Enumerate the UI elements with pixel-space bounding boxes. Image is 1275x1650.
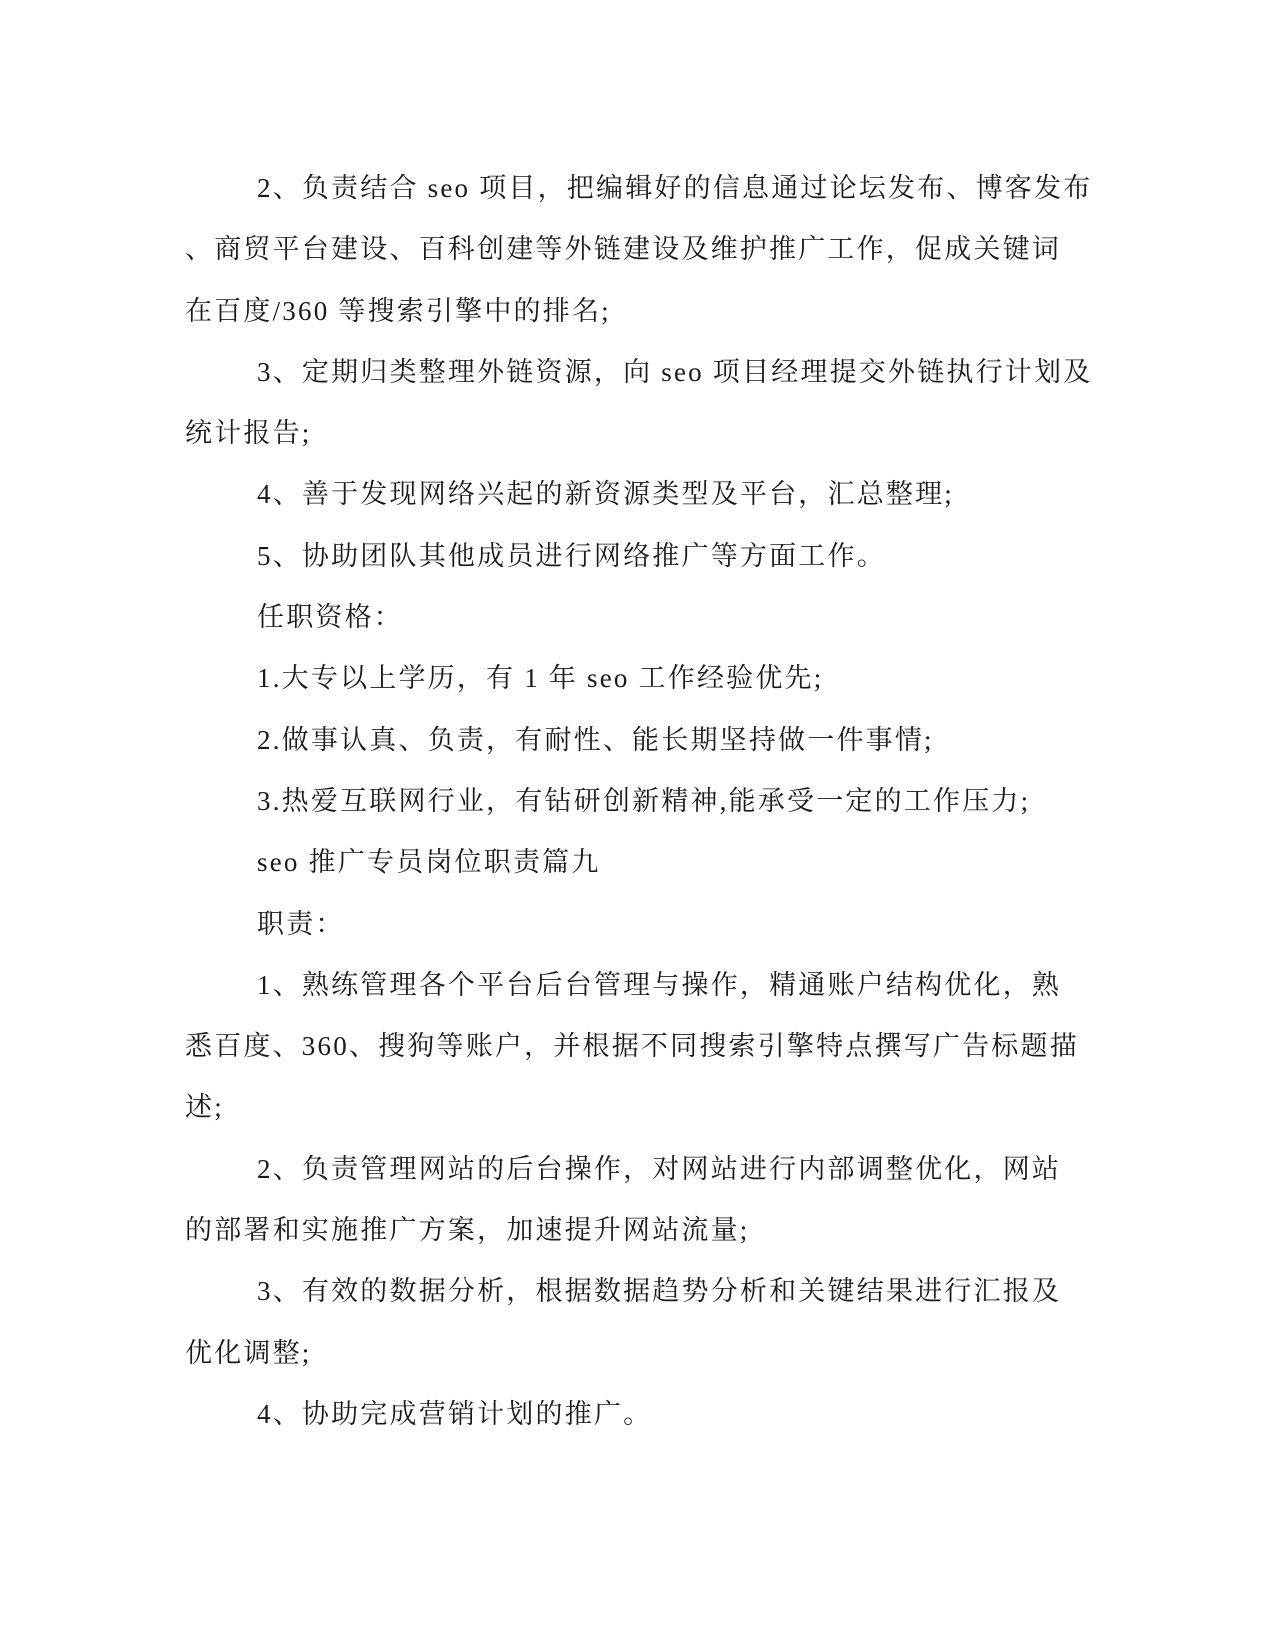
section9-item-3-line-1: 3、有效的数据分析，根据数据趋势分析和关键结果进行汇报及 (257, 1276, 1062, 1307)
section9-item-4: 4、协助完成营销计划的推广。 (257, 1398, 653, 1429)
section9-item-1-line-3: 述; (185, 1092, 224, 1123)
section9-item-3-line-2: 优化调整; (185, 1337, 312, 1368)
duty-item-2-line-2: 、商贸平台建设、百科创建等外链建设及维护推广工作，促成关键词 (185, 234, 1061, 265)
section-title: seo 推广专员岗位职责篇九 (257, 847, 601, 878)
duty-item-5: 5、协助团队其他成员进行网络推广等方面工作。 (257, 540, 886, 571)
section9-item-1-line-2: 悉百度、360、搜狗等账户，并根据不同搜索引擎特点撰写广告标题描 (185, 1031, 1079, 1062)
qualification-item-2: 2.做事认真、负责，有耐性、能长期坚持做一件事情; (257, 724, 934, 755)
duties-heading: 职责： (257, 908, 345, 939)
qualification-item-1: 1.大专以上学历，有 1 年 seo 工作经验优先; (257, 663, 824, 694)
section9-item-2-line-2: 的部署和实施推广方案，加速提升网站流量; (185, 1215, 750, 1246)
duty-item-2-line-1: 2、负责结合 seo 项目，把编辑好的信息通过论坛发布、博客发布 (257, 173, 1093, 203)
duty-item-4: 4、善于发现网络兴起的新资源类型及平台，汇总整理; (257, 479, 955, 510)
section9-item-2-line-1: 2、负责管理网站的后台操作，对网站进行内部调整优化，网站 (257, 1153, 1062, 1184)
qualification-item-3: 3.热爱互联网行业，有钻研创新精神,能承受一定的工作压力; (257, 785, 1031, 816)
document-body (185, 158, 1093, 1445)
duty-item-3-line-1: 3、定期归类整理外链资源，向 seo 项目经理提交外链执行计划及 (257, 356, 1093, 387)
qualifications-heading: 任职资格： (257, 602, 403, 633)
section9-item-1-line-1: 1、熟练管理各个平台后台管理与操作，精通账户结构优化，熟 (257, 969, 1062, 1000)
duty-item-3-line-2: 统计报告; (185, 418, 312, 449)
duty-item-2-line-3: 在百度/360 等搜索引擎中的排名; (185, 295, 611, 326)
